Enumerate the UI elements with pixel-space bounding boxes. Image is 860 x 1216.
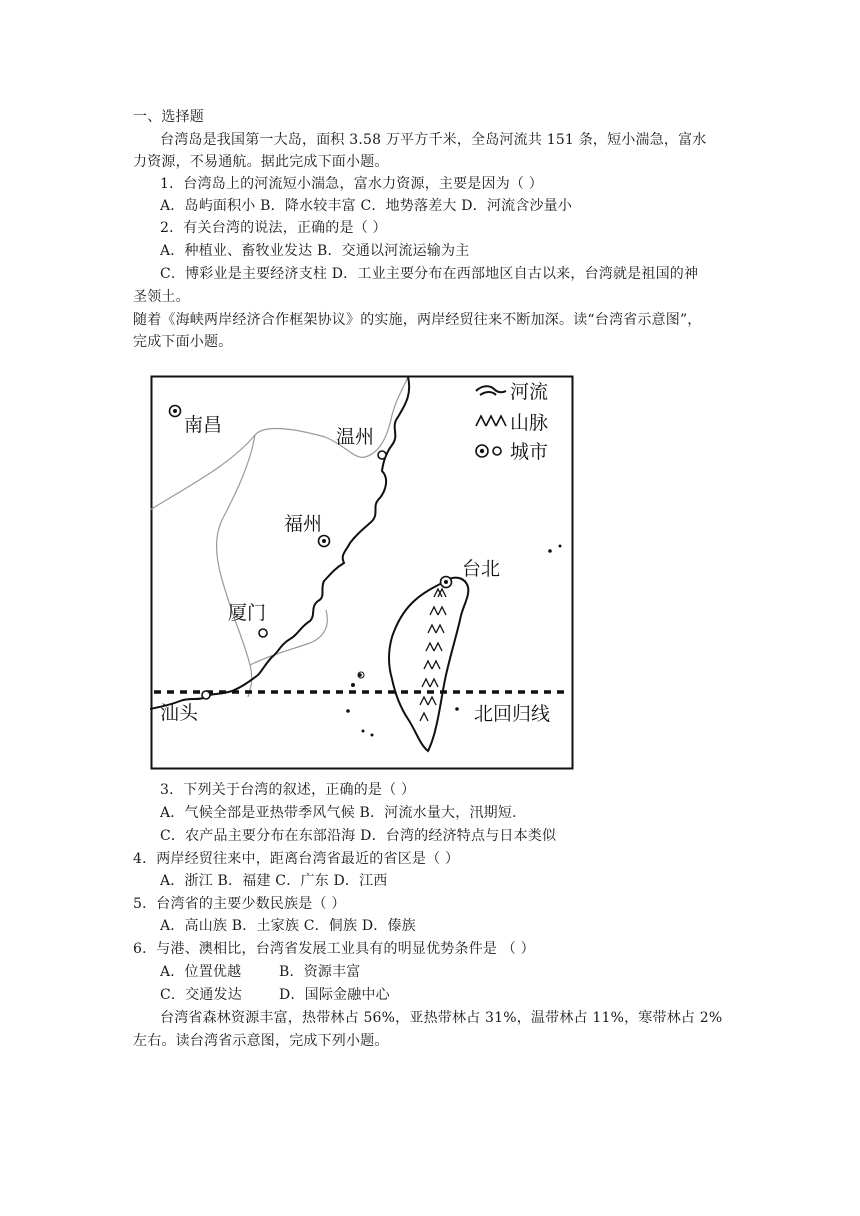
question-2-options-line-1: A．种植业、畜牧业发达 B．交通以河流运输为主 — [160, 243, 470, 259]
intro-paragraph-1-line-2: 力资源，不易通航。据此完成下面小题。 — [133, 154, 389, 170]
label-xiamen: 厦门 — [228, 602, 267, 624]
label-wenzhou: 温州 — [336, 426, 375, 448]
question-2-options-line-2: C．博彩业是主要经济支柱 D．工业主要分布在西部地区自古以来，台湾就是祖国的神 — [160, 266, 699, 282]
legend-mountain-label: 山脉 — [510, 412, 549, 434]
label-tropic-of-cancer: 北回归线 — [474, 703, 551, 725]
legend-river-label: 河流 — [510, 381, 549, 403]
label-nanchang: 南昌 — [184, 414, 223, 436]
intro-paragraph-2-line-1: 随着《海峡两岸经济合作框架协议》的实施，两岸经贸往来不断加深。读“台湾省示意图”， — [133, 312, 702, 328]
city-marker-shantou — [202, 691, 210, 699]
question-6: 6．与港、澳相比，台湾省发展工业具有的明显优势条件是 （ ） — [133, 941, 535, 957]
label-taipei: 台北 — [462, 558, 501, 580]
intro-paragraph-2-line-2: 完成下面小题。 — [133, 334, 233, 350]
city-marker-wenzhou — [378, 451, 386, 459]
question-6-option-a: A．位置优越 — [160, 964, 242, 980]
question-1-options: A．岛屿面积小 B．降水较丰富 C．地势落差大 D．河流含沙量小 — [160, 198, 573, 214]
question-5-options: A．高山族 B．土家族 C．侗族 D．傣族 — [160, 918, 416, 934]
question-6-option-d: D．国际金融中心 — [279, 987, 390, 1003]
question-4-options: A．浙江 B．福建 C．广东 D．江西 — [160, 873, 388, 889]
intro-paragraph-3-line-1: 台湾省森林资源丰富，热带林占 56%，亚热带林占 31%，温带林占 11%，寒带林占 2% — [160, 1010, 723, 1026]
question-6-option-c: C．交通发达 — [160, 987, 242, 1003]
question-1: 1．台湾岛上的河流短小湍急，富水力资源，主要是因为（ ） — [160, 176, 543, 192]
city-marker-xiamen — [259, 629, 267, 637]
label-fuzhou: 福州 — [284, 513, 323, 535]
section-title: 一、选择题 — [133, 109, 204, 125]
intro-paragraph-3-line-2: 左右。读台湾省示意图，完成下列小题。 — [133, 1033, 389, 1049]
question-3-options-line-1: A．气候全部是亚热带季风气候 B．河流水量大，汛期短. — [160, 805, 517, 821]
question-5: 5．台湾省的主要少数民族是（ ） — [133, 896, 346, 912]
taiwan-map-figure — [150, 375, 574, 770]
question-2-options-line-3: 圣领土。 — [133, 289, 190, 305]
question-3: 3．下列关于台湾的叙述，正确的是（ ） — [160, 782, 416, 798]
question-4: 4．两岸经贸往来中，距离台湾省最近的省区是（ ） — [133, 851, 460, 867]
question-6-option-b: B．资源丰富 — [279, 964, 361, 980]
city-marker-taipei — [441, 577, 452, 588]
intro-paragraph-1-line-1: 台湾岛是我国第一大岛，面积 3.58 万平方千米，全岛河流共 151 条，短小湍急，富水 — [160, 132, 707, 148]
question-2: 2．有关台湾的说法，正确的是（ ） — [160, 220, 387, 236]
label-shantou: 汕头 — [160, 702, 199, 724]
legend-city-label: 城市 — [510, 441, 549, 463]
question-3-options-line-2: C．农产品主要分布在东部沿海 D．台湾的经济特点与日本类似 — [160, 828, 557, 844]
